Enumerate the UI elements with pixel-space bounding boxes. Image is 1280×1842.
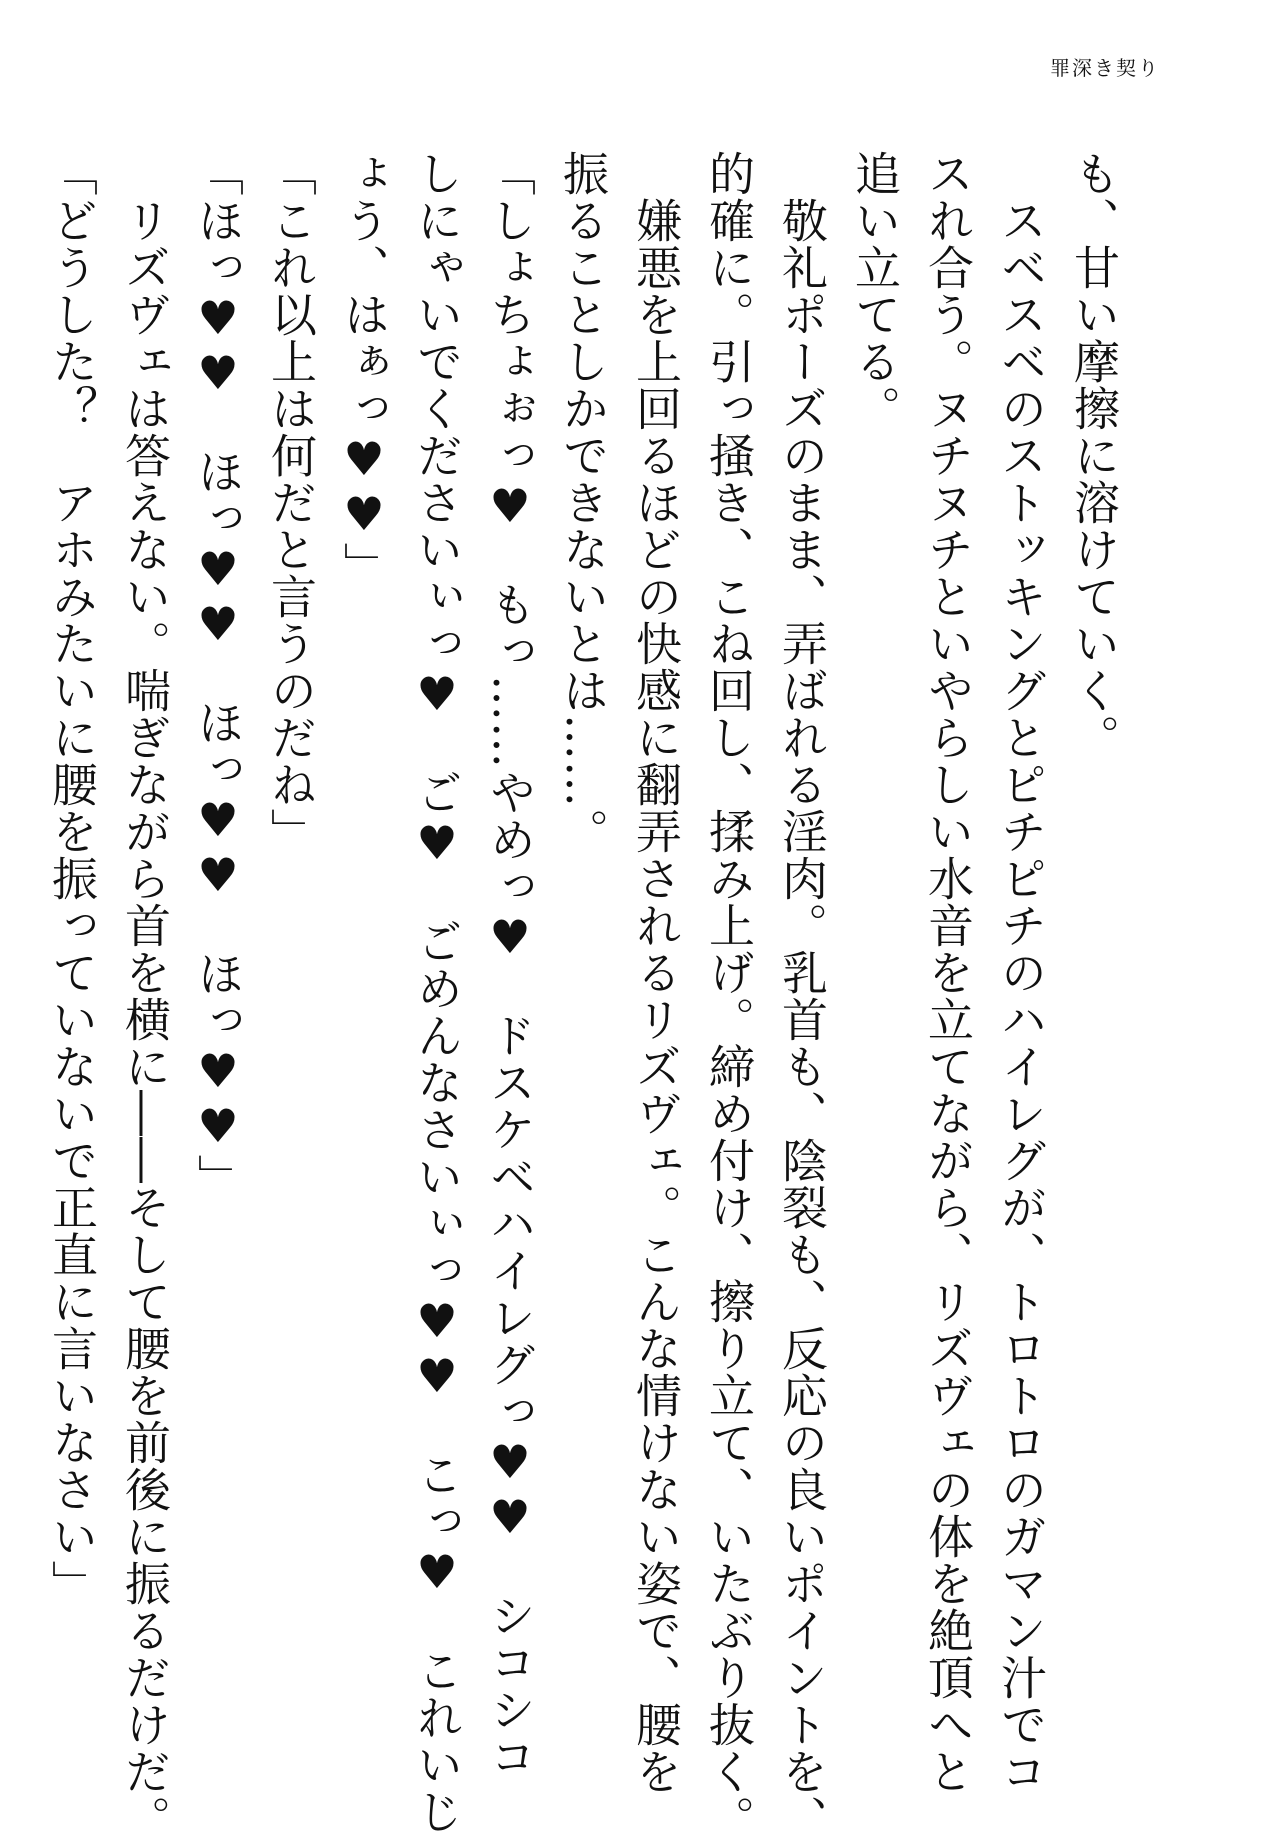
vertical-text-body: [45, 150, 1130, 1842]
text-line: 嫌悪を上回るほどの快感に翻弄されるリズヴェ。こんな情けない姿で、腰を: [629, 150, 683, 1795]
text-line: しにゃいでくださいぃっ♥ ご♥ ごめんなさいぃっ♥♥ こっ♥ これいじ: [410, 150, 464, 1835]
text-line: 「これ以上は何だと言うのだね」: [264, 150, 318, 855]
text-line: 「どうした？ アホみたいに腰を振っていないで正直に言いなさい」: [45, 150, 99, 1607]
text-line: 的確に。引っ掻き、こね回し、揉み上げ。締め付け、擦り立て、いたぶり抜く。: [702, 150, 756, 1842]
text-line: も、甘い摩擦に溶けていく。: [1067, 150, 1121, 761]
text-line: 「しょちょぉっ♥ もっ……やめっ♥ ドスケベハイレグっ♥♥ シコシコ: [483, 150, 537, 1780]
text-line: リズヴェは答えない。喘ぎながら首を横に――そして腰を前後に振るだけだ。: [118, 150, 172, 1842]
text-line: 敬礼ポーズのまま、弄ばれる淫肉。乳首も、陰裂も、反応の良いポイントを、: [775, 150, 829, 1842]
text-line: スベスベのストッキングとピチピチのハイレグが、トロトロのガマン汁でコ: [994, 150, 1048, 1795]
text-line: 追い立てる。: [848, 150, 902, 432]
text-line: スれ合う。ヌチヌチといやらしい水音を立てながら、リズヴェの体を絶頂へと: [921, 150, 975, 1795]
text-line: 「ほっ♥♥ ほっ♥♥ ほっ♥♥ ほっ♥♥」: [191, 150, 245, 1201]
text-line: ょう、はぁっ♥♥」: [337, 150, 391, 589]
running-header: 罪深き契り: [1050, 56, 1160, 80]
text-line: 振ることしかできないとは……。: [556, 150, 610, 855]
